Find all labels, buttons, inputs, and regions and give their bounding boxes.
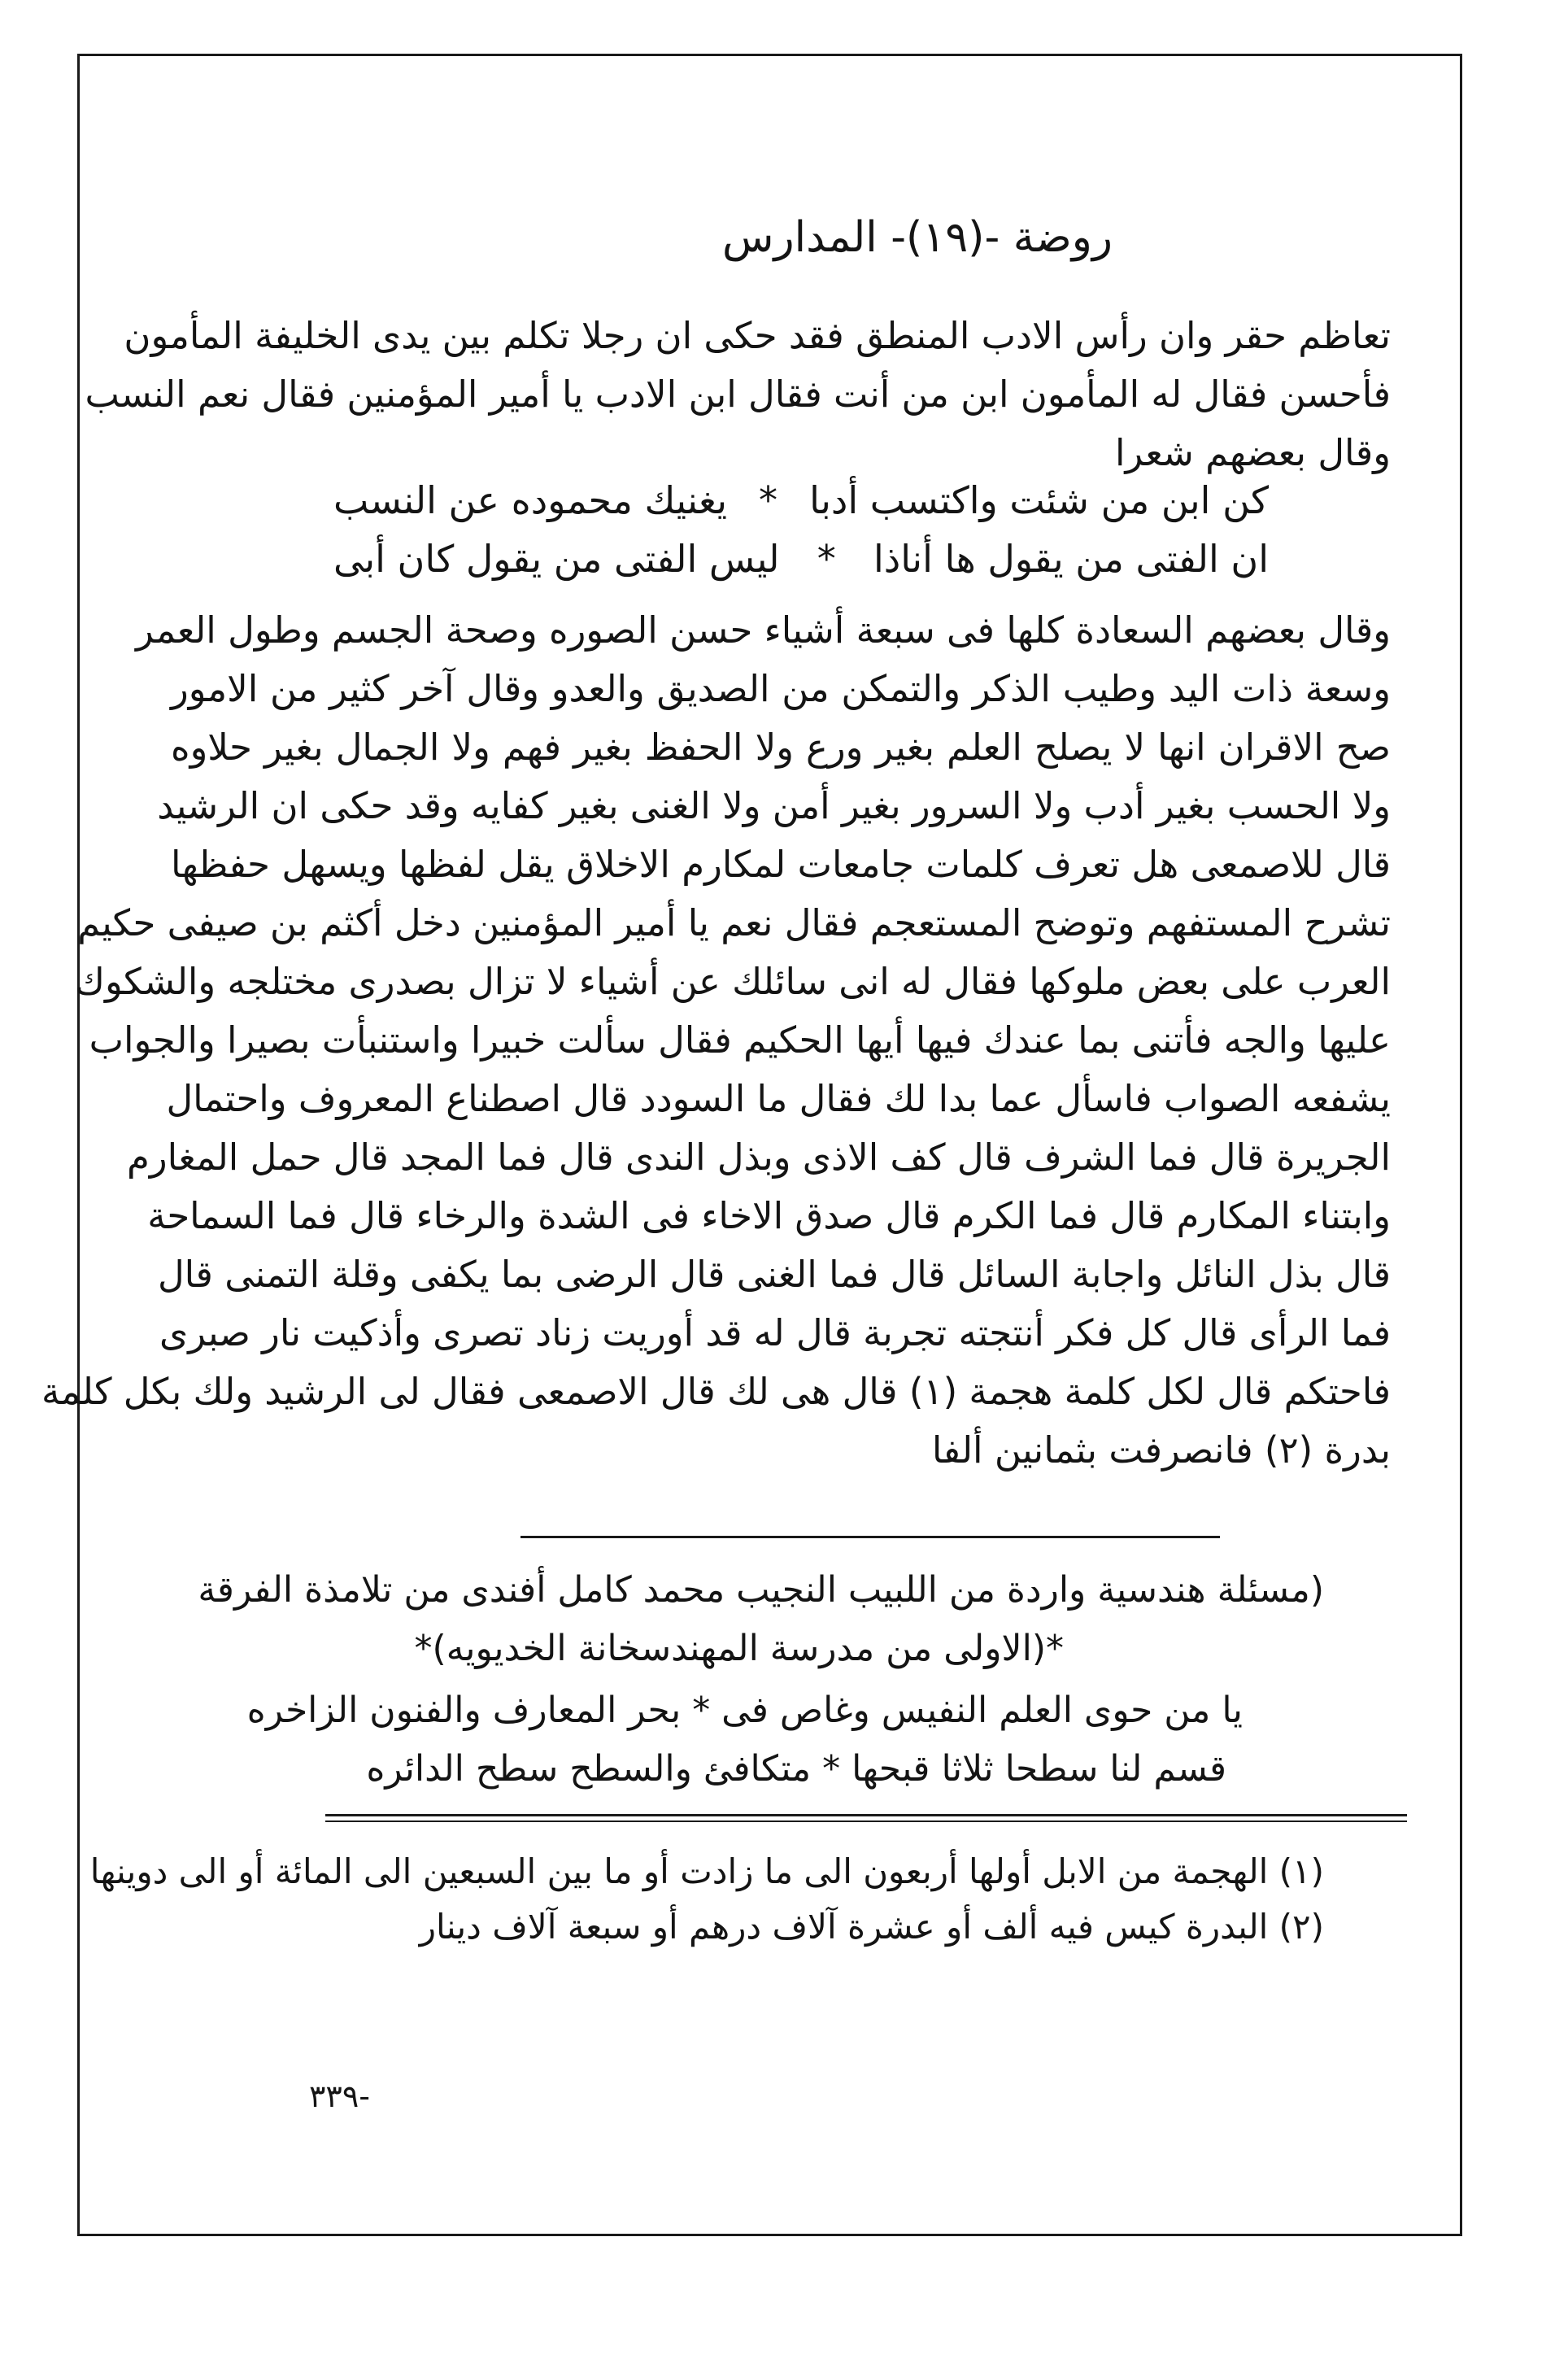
body-line: فاحتكم قال لكل كلمة هجمة (١) قال هى لك قال الاصمعى فقال لى الرشيد ولك بكل كلمة bbox=[41, 1370, 1391, 1413]
verse-separator: * bbox=[759, 478, 778, 522]
footnote-divider bbox=[325, 1814, 1407, 1822]
page-header-title: روضة -(١٩)- المدارس bbox=[722, 213, 1113, 262]
problem-verse: يا من حوى العلم النفيس وغاص فى * بحر المعارف والفنون الزاخره bbox=[246, 1690, 1243, 1731]
verse-second-hemistich: يغنيك محموده عن النسب bbox=[333, 478, 728, 522]
page-number: ٣٣٩- bbox=[309, 2078, 370, 2114]
body-line: وابتناء المكارم قال فما الكرم قال صدق الاخاء فى الشدة والرخاء قال فما السماحة bbox=[147, 1194, 1391, 1237]
verse-separator: * bbox=[817, 537, 836, 581]
body-line: قال للاصمعى هل تعرف كلمات جامعات لمكارم الاخلاق يقل لفظها ويسهل حفظها bbox=[171, 843, 1391, 886]
body-line: صح الاقران انها لا يصلح العلم بغير ورع ولا الحفظ بغير فهم ولا الجمال بغير حلاوه bbox=[171, 726, 1391, 769]
body-line: يشفعه الصواب فاسأل عما بدا لك فقال ما السودد قال اصطناع المعروف واحتمال bbox=[166, 1077, 1391, 1120]
footnote bbox=[185, 1900, 1324, 1954]
problem-caption: *(الاولى من مدرسة المهندسخانة الخديويه)* bbox=[414, 1628, 1064, 1669]
body-line: فأحسن فقال له المأمون ابن من أنت فقال ابن الادب يا أمير المؤمنين فقال نعم النسب bbox=[85, 373, 1391, 416]
footnote-text: الهجمة من الابل أولها أربعون الى ما زادت أو ما بين السبعين الى المائة أو الى دوينها bbox=[89, 1851, 1269, 1891]
body-line: عليها والجه فأتنى بما عندك فيها أيها الحكيم فقال سألت خبيرا واستنبأت بصيرا والجواب bbox=[89, 1018, 1391, 1062]
body-line: بدرة (٢) فانصرفت بثمانين ألفا bbox=[931, 1428, 1391, 1472]
body-line: العرب على بعض ملوكها فقال له انى سائلك عن أشياء لا تزال بصدرى مختلجه والشكوك bbox=[74, 960, 1391, 1003]
body-line: فما الرأى قال كل فكر أنتجته تجربة قال له قد أوريت زناد تصرى وأذكيت نار صبرى bbox=[159, 1311, 1391, 1354]
body-line: وقال بعضهم شعرا bbox=[1115, 431, 1391, 474]
verse-second-hemistich: ليس الفتى من يقول كان أبى bbox=[333, 537, 780, 581]
footnote-marker: (١) bbox=[1278, 1851, 1324, 1891]
verse-first-hemistich: كن ابن من شئت واكتسب أدبا bbox=[809, 478, 1269, 522]
body-line: تشرح المستفهم وتوضح المستعجم فقال نعم يا أمير المؤمنين دخل أكثم بن صيفى حكيم bbox=[77, 901, 1391, 944]
footnote-marker: (٢) bbox=[1278, 1907, 1324, 1947]
body-line: قال بذل النائل واجابة السائل قال فما الغنى قال الرضى بما يكفى وقلة التمنى قال bbox=[157, 1253, 1391, 1296]
problem-caption: (مسئلة هندسية واردة من اللبيب النجيب محمد كامل أفندى من تلامذة الفرقة bbox=[198, 1569, 1324, 1611]
verse-row bbox=[333, 529, 1269, 589]
footnote bbox=[89, 1845, 1324, 1899]
problem-verse: قسم لنا سطحا ثلاثا قبحها * متكافئ والسطح سطح الدائره bbox=[366, 1748, 1226, 1790]
body-line: وقال بعضهم السعادة كلها فى سبعة أشياء حسن الصوره وصحة الجسم وطول العمر bbox=[136, 608, 1391, 652]
footnote-text: البدرة كيس فيه ألف أو عشرة آلاف درهم أو سبعة آلاف دينار bbox=[419, 1907, 1269, 1947]
body-line: تعاظم حقر وان رأس الادب المنطق فقد حكى ان رجلا تكلم بين يدى الخليفة المأمون bbox=[124, 314, 1391, 357]
body-line: ولا الحسب بغير أدب ولا السرور بغير أمن ولا الغنى بغير كفايه وقد حكى ان الرشيد bbox=[157, 784, 1391, 827]
body-line: وسعة ذات اليد وطيب الذكر والتمكن من الصديق والعدو وقال آخر كثير من الامور bbox=[171, 667, 1391, 710]
verse-row bbox=[333, 470, 1269, 530]
verse-first-hemistich: ان الفتى من يقول ها أناذا bbox=[873, 537, 1269, 581]
body-line: الجريرة قال فما الشرف قال كف الاذى وبذل الندى قال فما المجد قال حمل المغارم bbox=[127, 1136, 1391, 1179]
section-divider bbox=[520, 1536, 1220, 1538]
